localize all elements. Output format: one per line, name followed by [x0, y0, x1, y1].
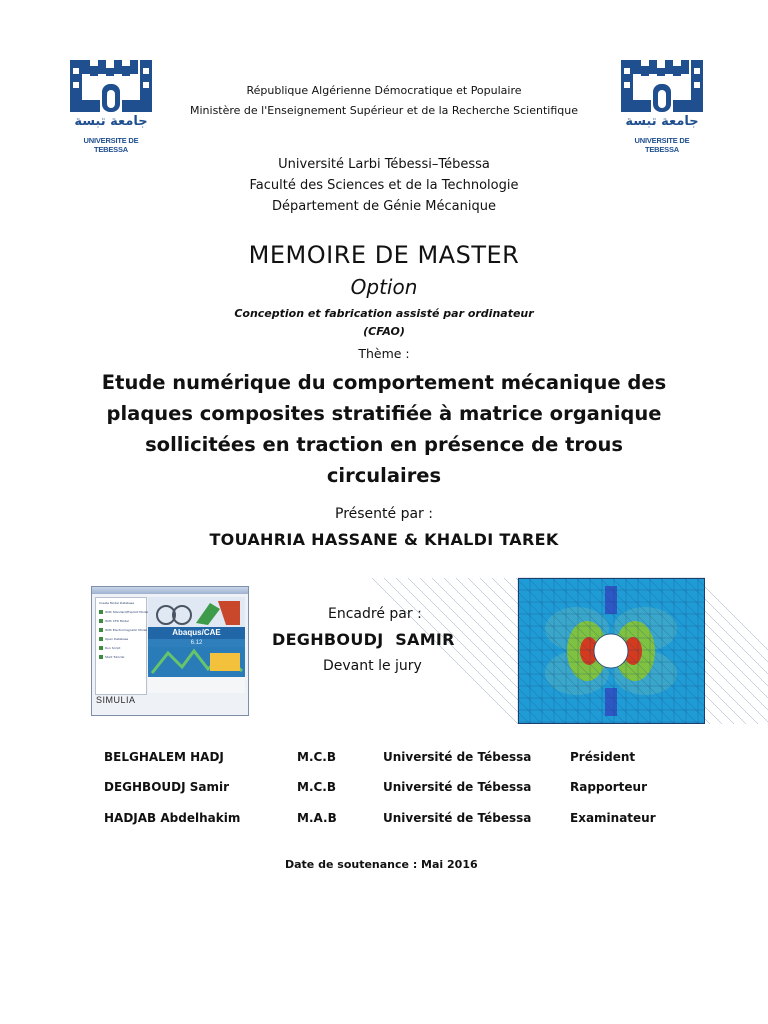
abaqus-brand: Abaqus/CAE [148, 627, 245, 639]
logo-english-text: UNIVERSITE DE TEBESSA [83, 136, 139, 154]
theme-line-1: Etude numérique du comportement mécanique des [101, 371, 667, 394]
university-name: Université Larbi Tébessi–Tébessa [278, 157, 490, 172]
jury-role: Rapporteur [570, 780, 648, 794]
panel-row: Create Model Database [99, 601, 135, 605]
presented-by-label: Présenté par : [335, 506, 433, 522]
panel-row: Start Tutorial [99, 655, 143, 661]
jury-grade: M.C.B [297, 780, 337, 794]
jury-role: Président [570, 750, 636, 764]
supervised-by-label: Encadré par : [328, 606, 422, 622]
theme-label: Thème : [358, 346, 410, 361]
jury-institution: Université de Tébessa [383, 811, 532, 825]
mesh-line [384, 578, 530, 724]
panel-row: With CFD Model [99, 619, 143, 625]
ministry-line: Ministère de l'Enseignement Supérieur et de la Recherche Scientifique [190, 104, 578, 117]
circular-hole [594, 634, 628, 668]
jury-name: HADJAB Abdelhakim [104, 811, 241, 825]
stress-zone [605, 688, 617, 716]
logo-arabic-text: جامعة تبسة [74, 114, 148, 129]
jury-grade: M.C.B [297, 750, 337, 764]
stress-mesh-image [518, 578, 705, 724]
theme-line-3: sollicitées en traction en présence de trous [145, 433, 623, 456]
authors: TOUAHRIA HASSANE & KHALDI TAREK [209, 530, 559, 549]
panel-row: With Standard/Explicit Model [99, 610, 143, 616]
start-session-panel [95, 597, 147, 695]
option-label: Option [350, 275, 418, 299]
theme-line-4: circulaires [326, 464, 442, 487]
logo-arabic-text: جامعة تبسة [625, 114, 699, 129]
jury-institution: Université de Tébessa [383, 780, 532, 794]
jury-label: Devant le jury [323, 658, 422, 674]
jury-grade: M.A.B [297, 811, 337, 825]
jury-row [0, 750, 768, 770]
stress-zone [605, 586, 617, 614]
jury-institution: Université de Tébessa [383, 750, 532, 764]
abaqus-screenshot [91, 586, 249, 716]
panel-row: With Electromagnetic Model [99, 628, 143, 634]
theme-line-2: plaques composites stratifiée à matrice organique [106, 402, 662, 425]
specialty-line-1: Conception et fabrication assisté par ordinateur [234, 307, 534, 320]
document-title: MEMOIRE DE MASTER [248, 241, 520, 269]
jury-row [0, 811, 768, 831]
simulia-logo: SIMULIA [96, 695, 136, 705]
supervisor-name: DEGHBOUDJ SAMIR [272, 630, 455, 649]
abaqus-version: 6.12 [148, 639, 245, 647]
department-name: Département de Génie Mécanique [272, 199, 496, 214]
panel-row: Run Script [99, 646, 143, 652]
jury-role: Examinateur [570, 811, 656, 825]
jury-name: BELGHALEM HADJ [104, 750, 224, 764]
specialty-line-2: (CFAO) [363, 325, 405, 338]
jury-row [0, 780, 768, 800]
defense-date: Date de soutenance : Mai 2016 [285, 858, 478, 871]
mesh-line [372, 578, 518, 724]
logo-english-text: UNIVERSITE DE TEBESSA [634, 136, 690, 154]
faculty-name: Faculté des Sciences et de la Technologie [249, 178, 519, 193]
panel-row: Open Database [99, 637, 143, 643]
jury-name: DEGHBOUDJ Samir [104, 780, 230, 794]
window-title-bar [92, 587, 248, 594]
republic-line: République Algérienne Démocratique et Populaire [246, 84, 522, 97]
